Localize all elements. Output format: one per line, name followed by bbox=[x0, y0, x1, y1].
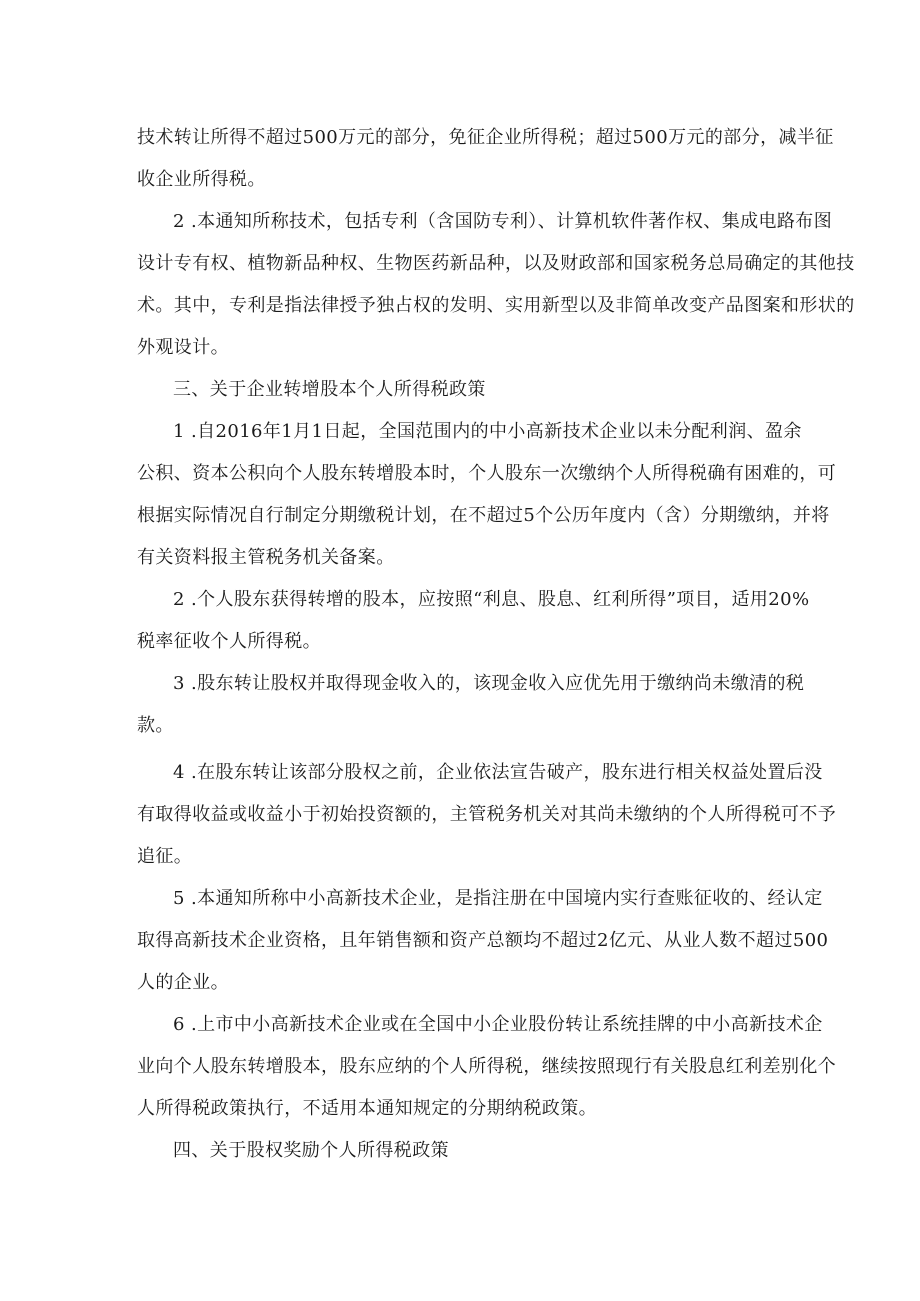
text-line: 款。 bbox=[137, 715, 174, 736]
text-line: 3 .股东转让股权并取得现金收入的，该现金收入应优先用于缴纳尚未缴清的税 bbox=[173, 673, 805, 694]
text-line: 税率征收个人所得税。 bbox=[137, 631, 321, 652]
text-line: 4 .在股东转让该部分股权之前，企业依法宣告破产，股东进行相关权益处置后没 bbox=[173, 762, 823, 783]
text-line: 公积、资本公积向个人股东转增股本时，个人股东一次缴纳个人所得税确有困难的，可 bbox=[137, 463, 837, 484]
section-heading: 四、关于股权奖励个人所得税政策 bbox=[173, 1140, 449, 1161]
text-line: 有取得收益或收益小于初始投资额的，主管税务机关对其尚未缴纳的个人所得税可不予 bbox=[137, 804, 837, 825]
text-line: 业向个人股东转增股本，股东应纳的个人所得税，继续按照现行有关股息红利差别化个 bbox=[137, 1056, 837, 1077]
text-line: 追征。 bbox=[137, 846, 193, 867]
text-line: 收企业所得税。 bbox=[137, 169, 266, 190]
text-line: 人的企业。 bbox=[137, 972, 229, 993]
text-line: 有关资料报主管税务机关备案。 bbox=[137, 547, 395, 568]
text-line: 6 .上市中小高新技术企业或在全国中小企业股份转让系统挂牌的中小高新技术企 bbox=[173, 1014, 823, 1035]
section-heading: 三、关于企业转增股本个人所得税政策 bbox=[173, 379, 486, 400]
text-line: 外观设计。 bbox=[137, 337, 229, 358]
text-line: 根据实际情况自行制定分期缴税计划，在不超过5个公历年度内（含）分期缴纳，并将 bbox=[137, 505, 830, 526]
text-line: 术。其中，专利是指法律授予独占权的发明、实用新型以及非简单改变产品图案和形状的 bbox=[137, 295, 855, 316]
text-line: 2 .本通知所称技术，包括专利（含国防专利）、计算机软件著作权、集成电路布图 bbox=[173, 211, 833, 232]
text-line: 5 .本通知所称中小高新技术企业，是指注册在中国境内实行查账征收的、经认定 bbox=[173, 888, 823, 909]
text-line: 2 .个人股东获得转增的股本，应按照“利息、股息、红利所得”项目，适用20% bbox=[173, 589, 810, 610]
text-line: 设计专有权、植物新品种权、生物医药新品种，以及财政部和国家税务总局确定的其他技 bbox=[137, 253, 855, 274]
text-line: 技术转让所得不超过500万元的部分，免征企业所得税；超过500万元的部分，减半征 bbox=[137, 127, 834, 148]
text-line: 1 .自2016年1月1日起，全国范围内的中小高新技术企业以未分配利润、盈余 bbox=[173, 421, 802, 442]
text-line: 取得高新技术企业资格，且年销售额和资产总额均不超过2亿元、从业人数不超过500 bbox=[137, 930, 829, 951]
text-line: 人所得税政策执行，不适用本通知规定的分期纳税政策。 bbox=[137, 1098, 597, 1119]
